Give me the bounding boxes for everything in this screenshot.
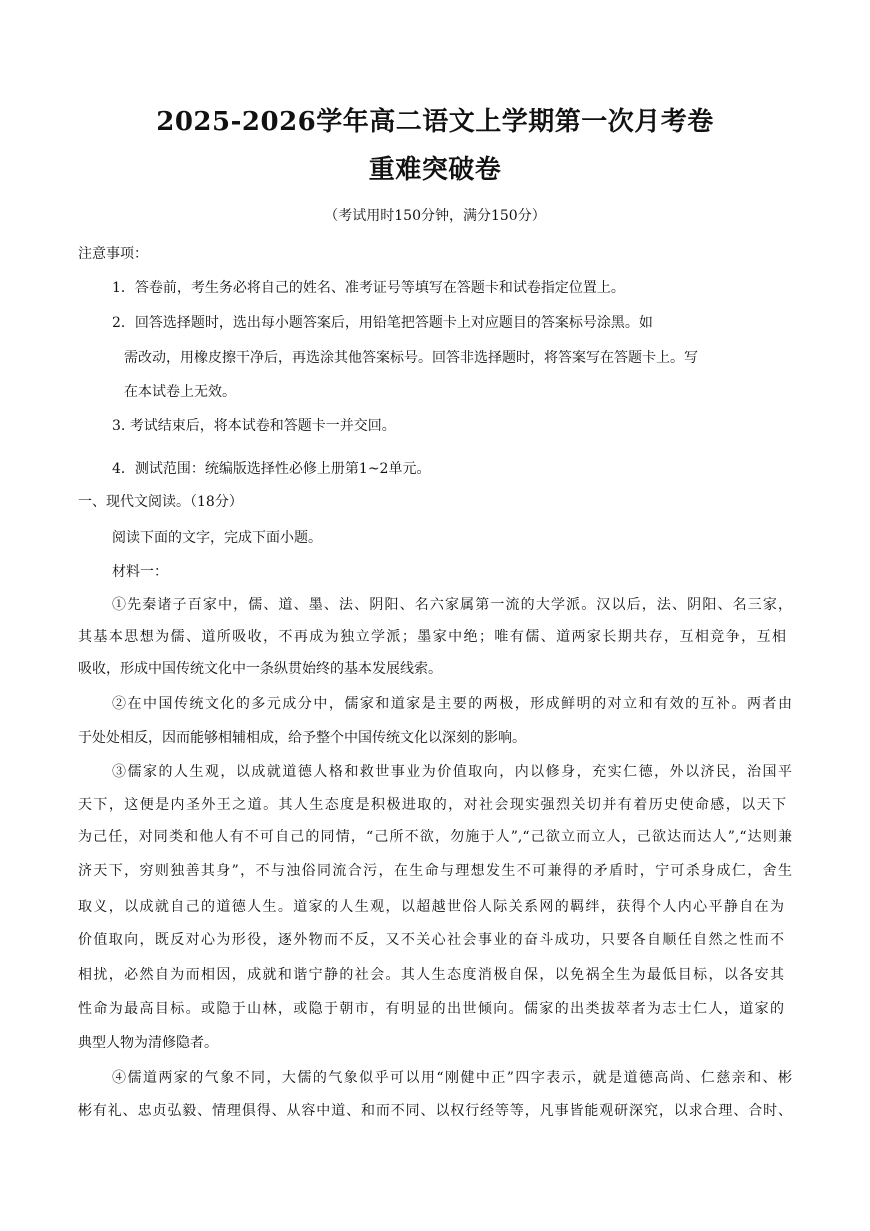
notice-heading: 注意事项： (78, 246, 148, 262)
paragraph-line: 其基本思想为儒、道所吸收，不再成为独立学派；墨家中绝；唯有儒、道两家长期共存，互相竞争，互相 (78, 629, 786, 645)
exam-subtitle: 重难突破卷 (368, 155, 502, 185)
paragraph-line: 天下，这便是内圣外王之道。其人生态度是积极进取的，对社会现实强烈关切并有着历史使命感，以天下 (78, 797, 786, 813)
notice-item: 2．回答选择题时，选出每小题答案后，用铅笔把答题卡上对应题目的答案标号涂黑。如 (112, 315, 653, 331)
paragraph-line: 彬有礼、忠贞弘毅、情理俱得、从容中道、和而不同、以权行经等等，凡事皆能观研深究，以求合理、合时、 (78, 1103, 792, 1119)
material-label: 材料一： (112, 564, 168, 580)
paragraph-line: 相扰，必然自为而相因，成就和谐宁静的社会。其人生态度消极自保，以免祸全生为最低目标，以各安其 (78, 967, 784, 983)
paragraph-line: ④儒道两家的气象不同，大儒的气象似乎可以用“刚健中正”四字表示，就是道德高尚、仁慈亲和、彬 (112, 1070, 792, 1086)
paragraph-line: 性命为最高目标。或隐于山林，或隐于朝市，有明显的出世倾向。儒家的出类拔萃者为志士仁人，道家的 (78, 1001, 784, 1017)
paragraph-line: 吸收，形成中国传统文化中一条纵贯始终的基本发展线索。 (78, 661, 442, 677)
exam-title: 2025-2026学年高二语文上学期第一次月考卷 (156, 107, 714, 137)
paragraph-line: 于处处相反，因而能够相辅相成，给予整个中国传统文化以深刻的影响。 (78, 730, 526, 746)
exam-info: （考试用时150分钟，满分150分） (324, 208, 546, 224)
paragraph-line: 济天下，穷则独善其身”，不与浊俗同流合污，在生命与理想发生不可兼得的矛盾时，宁可杀身成仁，舍生 (78, 863, 792, 879)
notice-item: 在本试卷上无效。 (124, 384, 236, 400)
notice-item: 1．答卷前，考生务必将自己的姓名、准考证号等填写在答题卡和试卷指定位置上。 (112, 280, 625, 296)
paragraph-line: ①先秦诸子百家中，儒、道、墨、法、阴阳、名六家属第一流的大学派。汉以后，法、阴阳、名三家， (112, 597, 792, 613)
notice-item: 3. 考试结束后，将本试卷和答题卡一并交回。 (112, 418, 396, 434)
section-heading: 一、现代文阅读。（18分） (78, 494, 243, 510)
paragraph-line: ②在中国传统文化的多元成分中，儒家和道家是主要的两极，形成鲜明的对立和有效的互补。两者由 (112, 696, 792, 712)
paragraph-line: 取义，以成就自己的道德人生。道家的人生观，以超越世俗人际关系网的羁绊，获得个人内心平静自在为 (78, 899, 784, 915)
notice-item: 需改动，用橡皮擦干净后，再选涂其他答案标号。回答非选择题时，将答案写在答题卡上。写 (124, 350, 698, 366)
paragraph-line: ③儒家的人生观，以成就道德人格和救世事业为价值取向，内以修身，充实仁德，外以济民，治国平 (112, 764, 792, 780)
paragraph-line: 典型人物为清修隐者。 (78, 1035, 218, 1051)
notice-item: 4．测试范围：统编版选择性必修上册第1~2单元。 (112, 461, 431, 477)
reading-instruction: 阅读下面的文字，完成下面小题。 (112, 530, 322, 546)
paragraph-line: 价值取向，既反对心为形役，逐外物而不反，又不关心社会事业的奋斗成功，只要各自顺任自然之性而不 (78, 932, 784, 948)
paragraph-line: 为己任，对同类和他人有不可自己的同情，“己所不欲，勿施于人”,“己欲立而立人，己欲达而达人”,“达则兼 (78, 829, 792, 845)
